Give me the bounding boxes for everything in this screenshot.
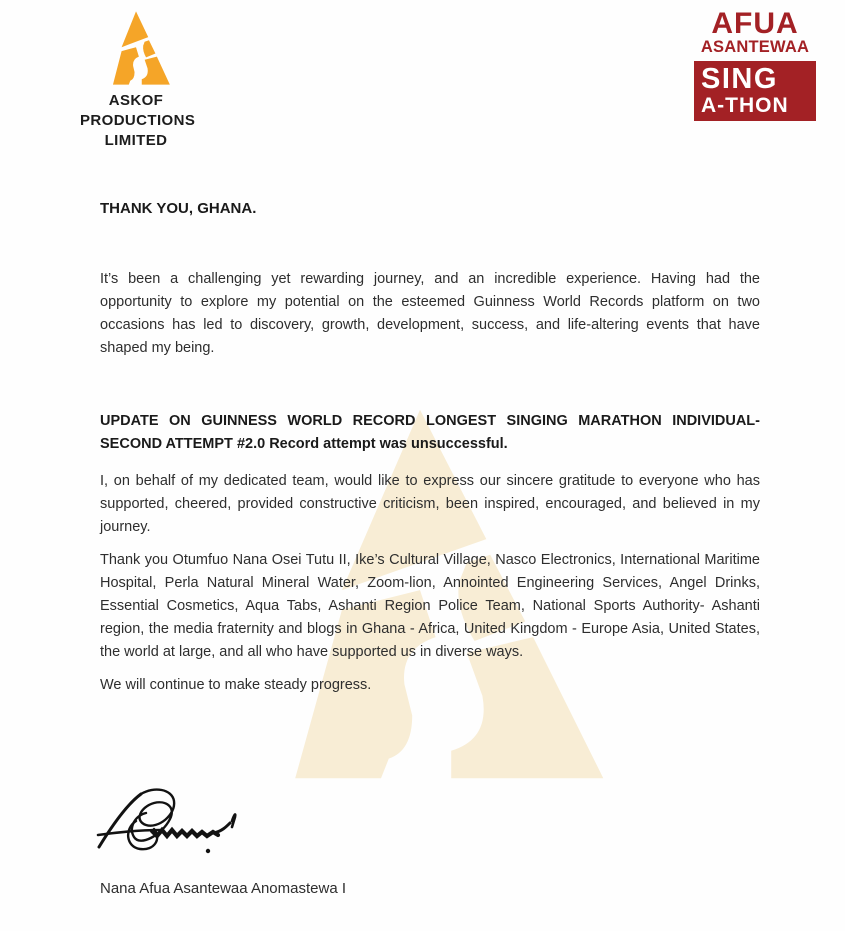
singathon-badge-line-1: SING [701, 63, 778, 95]
signature-icon [96, 785, 246, 870]
askof-logo [80, 9, 196, 151]
letter-salutation-heading: THANK YOU, GHANA. [100, 200, 257, 217]
letter-paragraph-closing: We will continue to make steady progress. [100, 677, 372, 693]
letter-paragraph-intro: It’s been a challenging yet rewarding journey, and an incredible experience. Having had the opportunity to explore my potential on the esteemed Guinness World Records platform on two occasions has led to discovery, growth, development, success, and life-altering events that have shaped my being. [100, 271, 760, 356]
askof-triangle-icon [100, 9, 172, 87]
askof-logo-line-2: PRODUCTIONS [80, 112, 196, 129]
askof-logo-line-1: ASKOF [108, 92, 164, 109]
singathon-badge-line-2: A-THON [701, 94, 789, 117]
afua-logo-name-line-1: AFUA [711, 7, 799, 40]
singathon-logo [694, 7, 816, 121]
askof-logo-line-3: LIMITED [104, 132, 168, 149]
singathon-badge [694, 61, 816, 121]
afua-logo-name-line-2: ASANTEWAA [700, 38, 810, 56]
letter-paragraph-gratitude: I, on behalf of my dedicated team, would like to express our sincere gratitude to everyone who has supported, cheered, provided constructive criticism, been inspired, encouraged, and believed in my journey. [100, 473, 760, 535]
letter-update-heading: UPDATE ON GUINNESS WORLD RECORD LONGEST SINGING MARATHON INDIVIDUAL- SECOND ATTEMPT #2.0 Record attempt was unsuccessful. [100, 413, 760, 452]
letter-paragraph-thanks-list: Thank you Otumfuo Nana Osei Tutu II, Ike’s Cultural Village, Nasco Electronics, International Maritime Hospital, Perla Natural Mineral Water, Zoom-lion, Annointed Engineering Services, Angel Drinks, Essential Cosmetics, Aqua Tabs, Ashanti Region Police Team, National Sports Authority- Ashanti region, the media fraternity and blogs in Ghana - Africa, United Kingdom - Europe Asia, United States, the world at large, and all who have supported us in diverse ways. [100, 552, 760, 660]
signatory-name: Nana Afua Asantewaa Anomastewa I [100, 880, 346, 897]
